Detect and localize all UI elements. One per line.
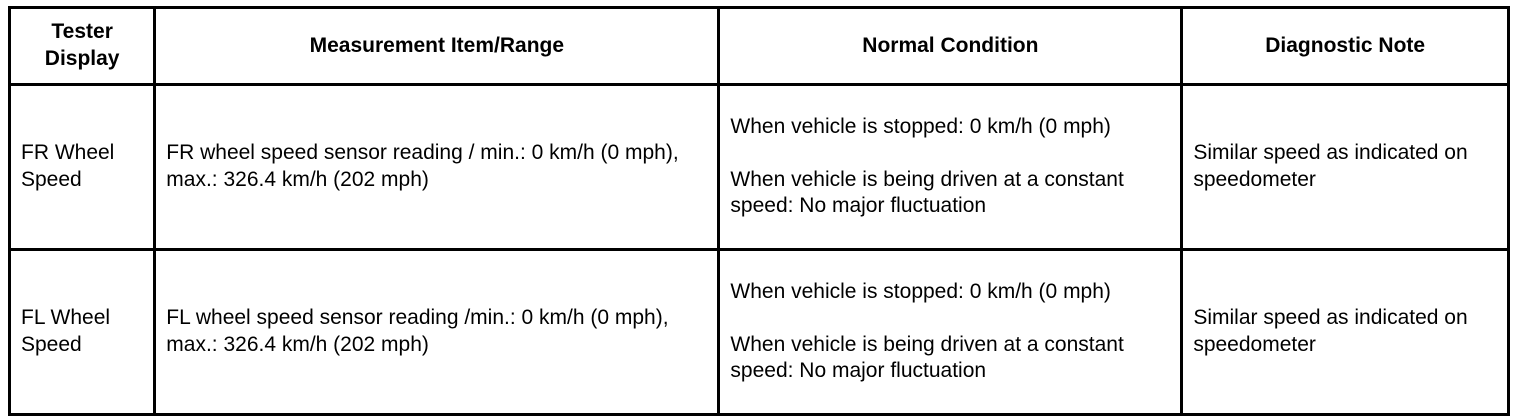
table-header-row bbox=[10, 8, 1509, 85]
cell-tester-display bbox=[10, 250, 155, 415]
table-body bbox=[10, 85, 1509, 415]
normal-condition-line-2: When vehicle is being driven at a constant speed: No major fluctuation bbox=[730, 332, 1124, 383]
cell-tester-display-line1: FR Wheel bbox=[21, 141, 115, 165]
column-header-tester-display bbox=[10, 8, 155, 85]
normal-condition-line-1: When vehicle is stopped: 0 km/h (0 mph) bbox=[730, 279, 1111, 303]
column-header-tester-display-line2: Display bbox=[44, 47, 120, 70]
normal-condition-line-2: When vehicle is being driven at a constant speed: No major fluctuation bbox=[730, 167, 1124, 218]
table-row bbox=[10, 85, 1509, 250]
column-header-measurement-item-range: Measurement Item/Range bbox=[155, 8, 719, 85]
cell-tester-display bbox=[10, 85, 155, 250]
normal-condition-block bbox=[730, 114, 1170, 221]
table-row bbox=[10, 250, 1509, 415]
column-header-tester-display-line1: Tester bbox=[51, 20, 113, 44]
wheel-speed-data-table bbox=[8, 6, 1510, 416]
cell-diagnostic-note: Similar speed as indicated on speedometer bbox=[1182, 250, 1509, 415]
cell-diagnostic-note: Similar speed as indicated on speedometer bbox=[1182, 85, 1509, 250]
column-header-normal-condition: Normal Condition bbox=[719, 8, 1182, 85]
column-header-diagnostic-note: Diagnostic Note bbox=[1182, 8, 1509, 85]
normal-condition-block bbox=[730, 279, 1170, 386]
cell-measurement-item-range: FR wheel speed sensor reading / min.: 0 km/h (0 mph), max.: 326.4 km/h (202 mph) bbox=[155, 85, 719, 250]
cell-normal-condition bbox=[719, 85, 1182, 250]
table-header bbox=[10, 8, 1509, 85]
normal-condition-line-1: When vehicle is stopped: 0 km/h (0 mph) bbox=[730, 114, 1111, 138]
cell-tester-display-line2: Speed bbox=[21, 333, 82, 356]
document-page bbox=[0, 6, 1520, 406]
cell-normal-condition bbox=[719, 250, 1182, 415]
cell-measurement-item-range: FL wheel speed sensor reading /min.: 0 km/h (0 mph), max.: 326.4 km/h (202 mph) bbox=[155, 250, 719, 415]
cell-tester-display-line1: FL Wheel bbox=[21, 306, 111, 330]
cell-tester-display-line2: Speed bbox=[21, 168, 82, 191]
